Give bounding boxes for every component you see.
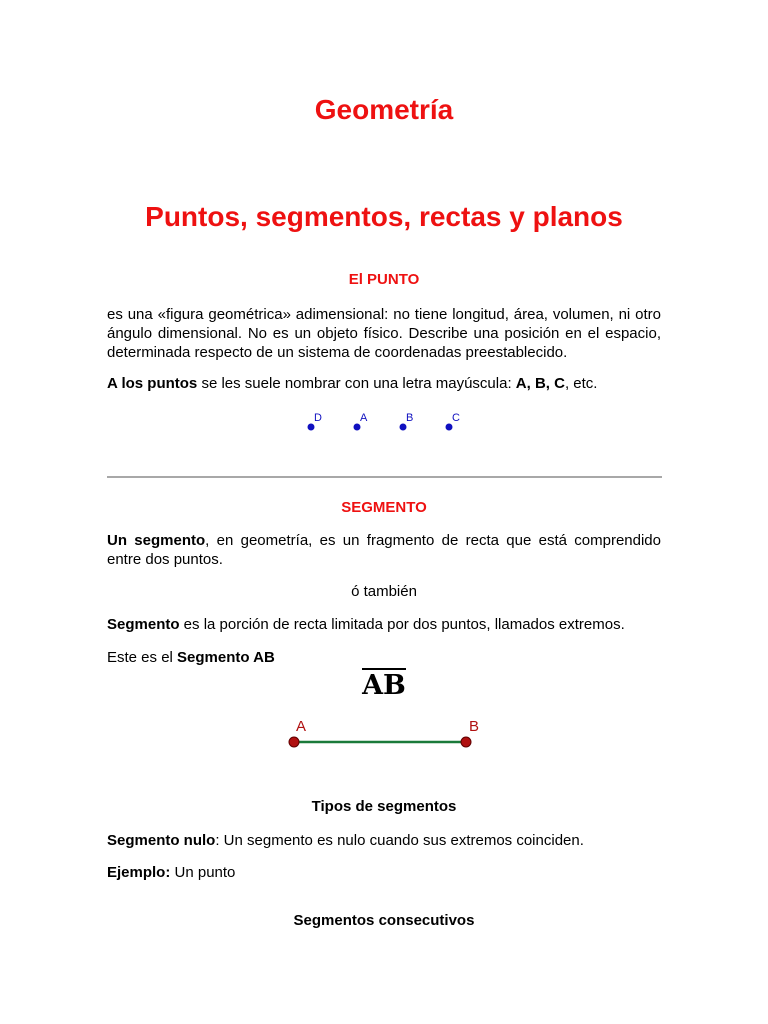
point-a: [354, 412, 369, 431]
page-title: Geometría: [314, 94, 454, 125]
section-divider: [107, 476, 662, 478]
segment-notation-text: AB: [362, 670, 406, 701]
section-heading-punto: El PUNTO: [348, 271, 420, 288]
endpoint-dot-b: [461, 737, 471, 747]
point-label-d: D: [314, 412, 322, 424]
segment-figure: [280, 712, 490, 757]
point-b: [400, 412, 414, 431]
point-dot-b: [400, 424, 407, 431]
example-label: Ejemplo:: [107, 864, 171, 881]
example-value: Un punto: [170, 864, 236, 881]
endpoint-label-a: A: [296, 718, 307, 735]
def1-bold: Un segmento: [107, 532, 206, 549]
point-label-c: C: [452, 412, 460, 424]
point-label-a: A: [360, 412, 368, 424]
ejemplo-line: [107, 863, 661, 882]
points-figure: [290, 405, 480, 440]
point-label-b: B: [406, 412, 414, 424]
example-bold: Segmento AB: [177, 649, 275, 666]
page-subtitle: Puntos, segmentos, rectas y planos: [145, 201, 623, 232]
segmento-definition-2: [107, 615, 661, 634]
null-text: : Un segmento es nulo cuando sus extremos coinciden.: [215, 832, 584, 849]
point-dot-d: [308, 424, 315, 431]
null-bold: Segmento nulo: [107, 832, 216, 849]
point-d: [308, 412, 323, 431]
example-text: Este es el: [107, 649, 178, 666]
naming-text: se les suele nombrar con una letra mayúscula:: [197, 375, 516, 392]
segment-notation: [0, 668, 768, 701]
naming-bold: A los puntos: [107, 375, 198, 392]
punto-naming: [107, 374, 661, 393]
point-dot-c: [446, 424, 453, 431]
def2-bold: Segmento: [107, 616, 180, 633]
types-heading: Tipos de segmentos: [311, 798, 457, 815]
point-dot-a: [354, 424, 361, 431]
endpoint-label-b: B: [469, 718, 480, 735]
naming-end: , etc.: [564, 375, 598, 392]
naming-letters: A, B, C: [515, 375, 565, 392]
section-heading-segmento: SEGMENTO: [341, 499, 427, 516]
point-c: [446, 412, 461, 431]
segmento-nulo: [107, 831, 661, 850]
def2-text: es la porción de recta limitada por dos puntos, llamados extremos.: [179, 616, 625, 633]
endpoint-dot-a: [289, 737, 299, 747]
or-text: ó también: [351, 583, 417, 600]
def1-text: , en geometría, es un fragmento de recta que está comprendido entre dos puntos.: [107, 532, 661, 568]
segmento-example: [107, 648, 661, 667]
consecutive-heading: Segmentos consecutivos: [293, 912, 475, 929]
segmento-definition-1: [107, 531, 661, 569]
punto-definition: es una «figura geométrica» adimensional: no tiene longitud, área, volumen, ni otro ángulo dimensional. No es un objeto físico. Describe una posición en el espacio, determinada respecto de un sistema de coordenadas preestablecido.: [107, 306, 661, 361]
